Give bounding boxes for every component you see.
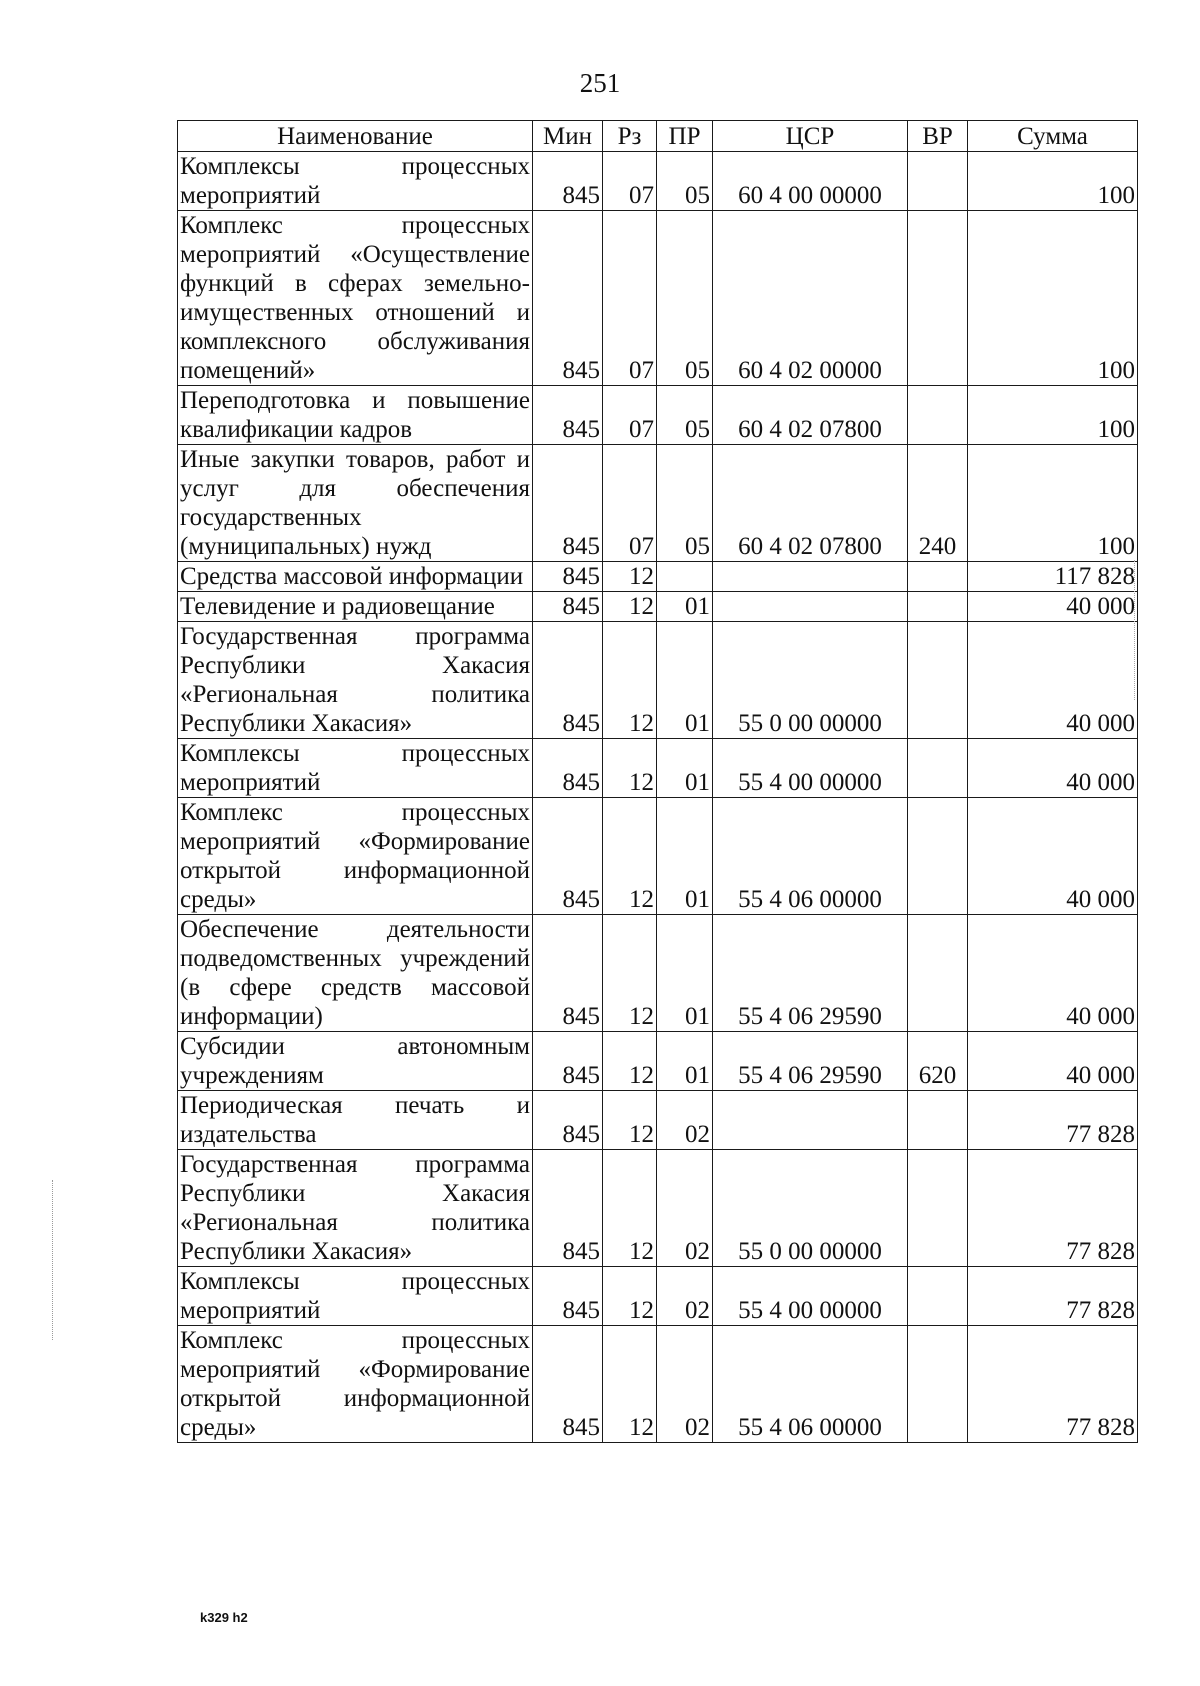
cell-sum: 40 000 xyxy=(968,739,1138,798)
cell-pr: 05 xyxy=(657,152,713,211)
cell-name: Субсидии автономным учреждениям xyxy=(178,1032,533,1091)
cell-vr xyxy=(908,1150,968,1267)
table-header-row xyxy=(178,121,1138,152)
cell-rz: 12 xyxy=(603,1032,657,1091)
footer-code: k329 h2 xyxy=(200,1610,248,1625)
cell-pr: 01 xyxy=(657,592,713,622)
table-row xyxy=(178,1091,1138,1150)
cell-rz: 12 xyxy=(603,915,657,1032)
cell-sum: 40 000 xyxy=(968,622,1138,739)
cell-name: Средства массовой информации xyxy=(178,562,533,592)
cell-vr xyxy=(908,1326,968,1443)
cell-min: 845 xyxy=(533,1032,603,1091)
cell-sum: 100 xyxy=(968,211,1138,386)
cell-name: Государственная программа Республики Хакасия «Региональная политика Республики Хакасия» xyxy=(178,622,533,739)
cell-rz: 07 xyxy=(603,211,657,386)
cell-pr: 05 xyxy=(657,386,713,445)
cell-min: 845 xyxy=(533,1326,603,1443)
cell-rz: 12 xyxy=(603,1150,657,1267)
cell-sum: 100 xyxy=(968,445,1138,562)
cell-pr: 01 xyxy=(657,622,713,739)
cell-vr xyxy=(908,1091,968,1150)
cell-sum: 77 828 xyxy=(968,1091,1138,1150)
table-row xyxy=(178,1326,1138,1443)
table-row xyxy=(178,562,1138,592)
cell-name: Комплексы процессных мероприятий xyxy=(178,152,533,211)
cell-rz: 12 xyxy=(603,1326,657,1443)
cell-vr xyxy=(908,798,968,915)
cell-csr: 60 4 00 00000 xyxy=(713,152,908,211)
cell-vr xyxy=(908,152,968,211)
table-row xyxy=(178,592,1138,622)
cell-rz: 12 xyxy=(603,622,657,739)
cell-csr: 60 4 02 07800 xyxy=(713,386,908,445)
cell-min: 845 xyxy=(533,915,603,1032)
cell-csr xyxy=(713,592,908,622)
cell-min: 845 xyxy=(533,622,603,739)
cell-csr xyxy=(713,1091,908,1150)
table-row xyxy=(178,1267,1138,1326)
table-row xyxy=(178,798,1138,915)
cell-pr: 02 xyxy=(657,1150,713,1267)
cell-csr: 55 0 00 00000 xyxy=(713,1150,908,1267)
cell-name: Комплекс процессных мероприятий «Формирование открытой информационной среды» xyxy=(178,798,533,915)
cell-vr xyxy=(908,1267,968,1326)
cell-rz: 07 xyxy=(603,445,657,562)
cell-name: Обеспечение деятельности подведомственных учреждений (в сфере средств массовой информации) xyxy=(178,915,533,1032)
cell-pr: 05 xyxy=(657,445,713,562)
header-rz: Рз xyxy=(603,121,657,152)
cell-sum: 40 000 xyxy=(968,915,1138,1032)
header-min: Мин xyxy=(533,121,603,152)
cell-pr: 01 xyxy=(657,739,713,798)
cell-csr: 55 4 06 29590 xyxy=(713,1032,908,1091)
cell-min: 845 xyxy=(533,592,603,622)
cell-name: Комплекс процессных мероприятий «Осуществление функций в сферах земельно-имущественных отношений и комплексного обслуживания помещений» xyxy=(178,211,533,386)
cell-sum: 40 000 xyxy=(968,1032,1138,1091)
table-row xyxy=(178,1032,1138,1091)
cell-sum: 117 828 xyxy=(968,562,1138,592)
cell-csr: 60 4 02 07800 xyxy=(713,445,908,562)
table-body xyxy=(178,152,1138,1443)
cell-min: 845 xyxy=(533,211,603,386)
cell-min: 845 xyxy=(533,152,603,211)
cell-csr: 55 4 06 29590 xyxy=(713,915,908,1032)
cell-sum: 40 000 xyxy=(968,798,1138,915)
table-row xyxy=(178,1150,1138,1267)
table-row xyxy=(178,211,1138,386)
cell-rz: 12 xyxy=(603,562,657,592)
table-row xyxy=(178,739,1138,798)
cell-pr: 02 xyxy=(657,1267,713,1326)
cell-vr xyxy=(908,592,968,622)
cell-vr xyxy=(908,562,968,592)
cell-min: 845 xyxy=(533,739,603,798)
cell-vr: 620 xyxy=(908,1032,968,1091)
cell-sum: 77 828 xyxy=(968,1326,1138,1443)
cell-sum: 77 828 xyxy=(968,1150,1138,1267)
cell-rz: 12 xyxy=(603,592,657,622)
cell-csr: 55 4 06 00000 xyxy=(713,798,908,915)
cell-csr: 55 4 00 00000 xyxy=(713,739,908,798)
cell-name: Периодическая печать и издательства xyxy=(178,1091,533,1150)
cell-vr xyxy=(908,622,968,739)
cell-csr: 55 4 06 00000 xyxy=(713,1326,908,1443)
cell-rz: 12 xyxy=(603,798,657,915)
cell-name: Государственная программа Республики Хакасия «Региональная политика Республики Хакасия» xyxy=(178,1150,533,1267)
cell-pr xyxy=(657,562,713,592)
cell-vr xyxy=(908,739,968,798)
header-pr: ПР xyxy=(657,121,713,152)
cell-name: Телевидение и радиовещание xyxy=(178,592,533,622)
cell-name: Комплексы процессных мероприятий xyxy=(178,739,533,798)
table-row xyxy=(178,915,1138,1032)
table-row xyxy=(178,445,1138,562)
cell-rz: 07 xyxy=(603,152,657,211)
scan-artifact-line xyxy=(1134,560,1136,700)
cell-rz: 12 xyxy=(603,1267,657,1326)
cell-sum: 77 828 xyxy=(968,1267,1138,1326)
cell-sum: 100 xyxy=(968,386,1138,445)
cell-min: 845 xyxy=(533,1267,603,1326)
cell-name: Иные закупки товаров, работ и услуг для обеспечения государственных (муниципальных) нужд xyxy=(178,445,533,562)
cell-vr xyxy=(908,211,968,386)
cell-name: Переподготовка и повышение квалификации кадров xyxy=(178,386,533,445)
table-row xyxy=(178,622,1138,739)
cell-csr xyxy=(713,562,908,592)
cell-rz: 12 xyxy=(603,739,657,798)
cell-sum: 100 xyxy=(968,152,1138,211)
header-name: Наименование xyxy=(178,121,533,152)
cell-pr: 01 xyxy=(657,1032,713,1091)
budget-table xyxy=(177,120,1138,1443)
cell-rz: 07 xyxy=(603,386,657,445)
cell-vr xyxy=(908,386,968,445)
table-row xyxy=(178,386,1138,445)
cell-min: 845 xyxy=(533,1150,603,1267)
cell-pr: 02 xyxy=(657,1091,713,1150)
cell-pr: 01 xyxy=(657,915,713,1032)
cell-name: Комплексы процессных мероприятий xyxy=(178,1267,533,1326)
cell-vr xyxy=(908,915,968,1032)
page-number: 251 xyxy=(579,68,621,98)
table-row xyxy=(178,152,1138,211)
header-csr: ЦСР xyxy=(713,121,908,152)
cell-pr: 02 xyxy=(657,1326,713,1443)
cell-min: 845 xyxy=(533,386,603,445)
cell-vr: 240 xyxy=(908,445,968,562)
cell-csr: 55 4 00 00000 xyxy=(713,1267,908,1326)
cell-pr: 01 xyxy=(657,798,713,915)
header-sum: Сумма xyxy=(968,121,1138,152)
cell-csr: 55 0 00 00000 xyxy=(713,622,908,739)
cell-pr: 05 xyxy=(657,211,713,386)
cell-name: Комплекс процессных мероприятий «Формирование открытой информационной среды» xyxy=(178,1326,533,1443)
cell-min: 845 xyxy=(533,1091,603,1150)
cell-min: 845 xyxy=(533,798,603,915)
cell-min: 845 xyxy=(533,562,603,592)
cell-min: 845 xyxy=(533,445,603,562)
cell-csr: 60 4 02 00000 xyxy=(713,211,908,386)
cell-rz: 12 xyxy=(603,1091,657,1150)
header-vr: ВР xyxy=(908,121,968,152)
scan-artifact-line xyxy=(52,1180,54,1340)
cell-sum: 40 000 xyxy=(968,592,1138,622)
